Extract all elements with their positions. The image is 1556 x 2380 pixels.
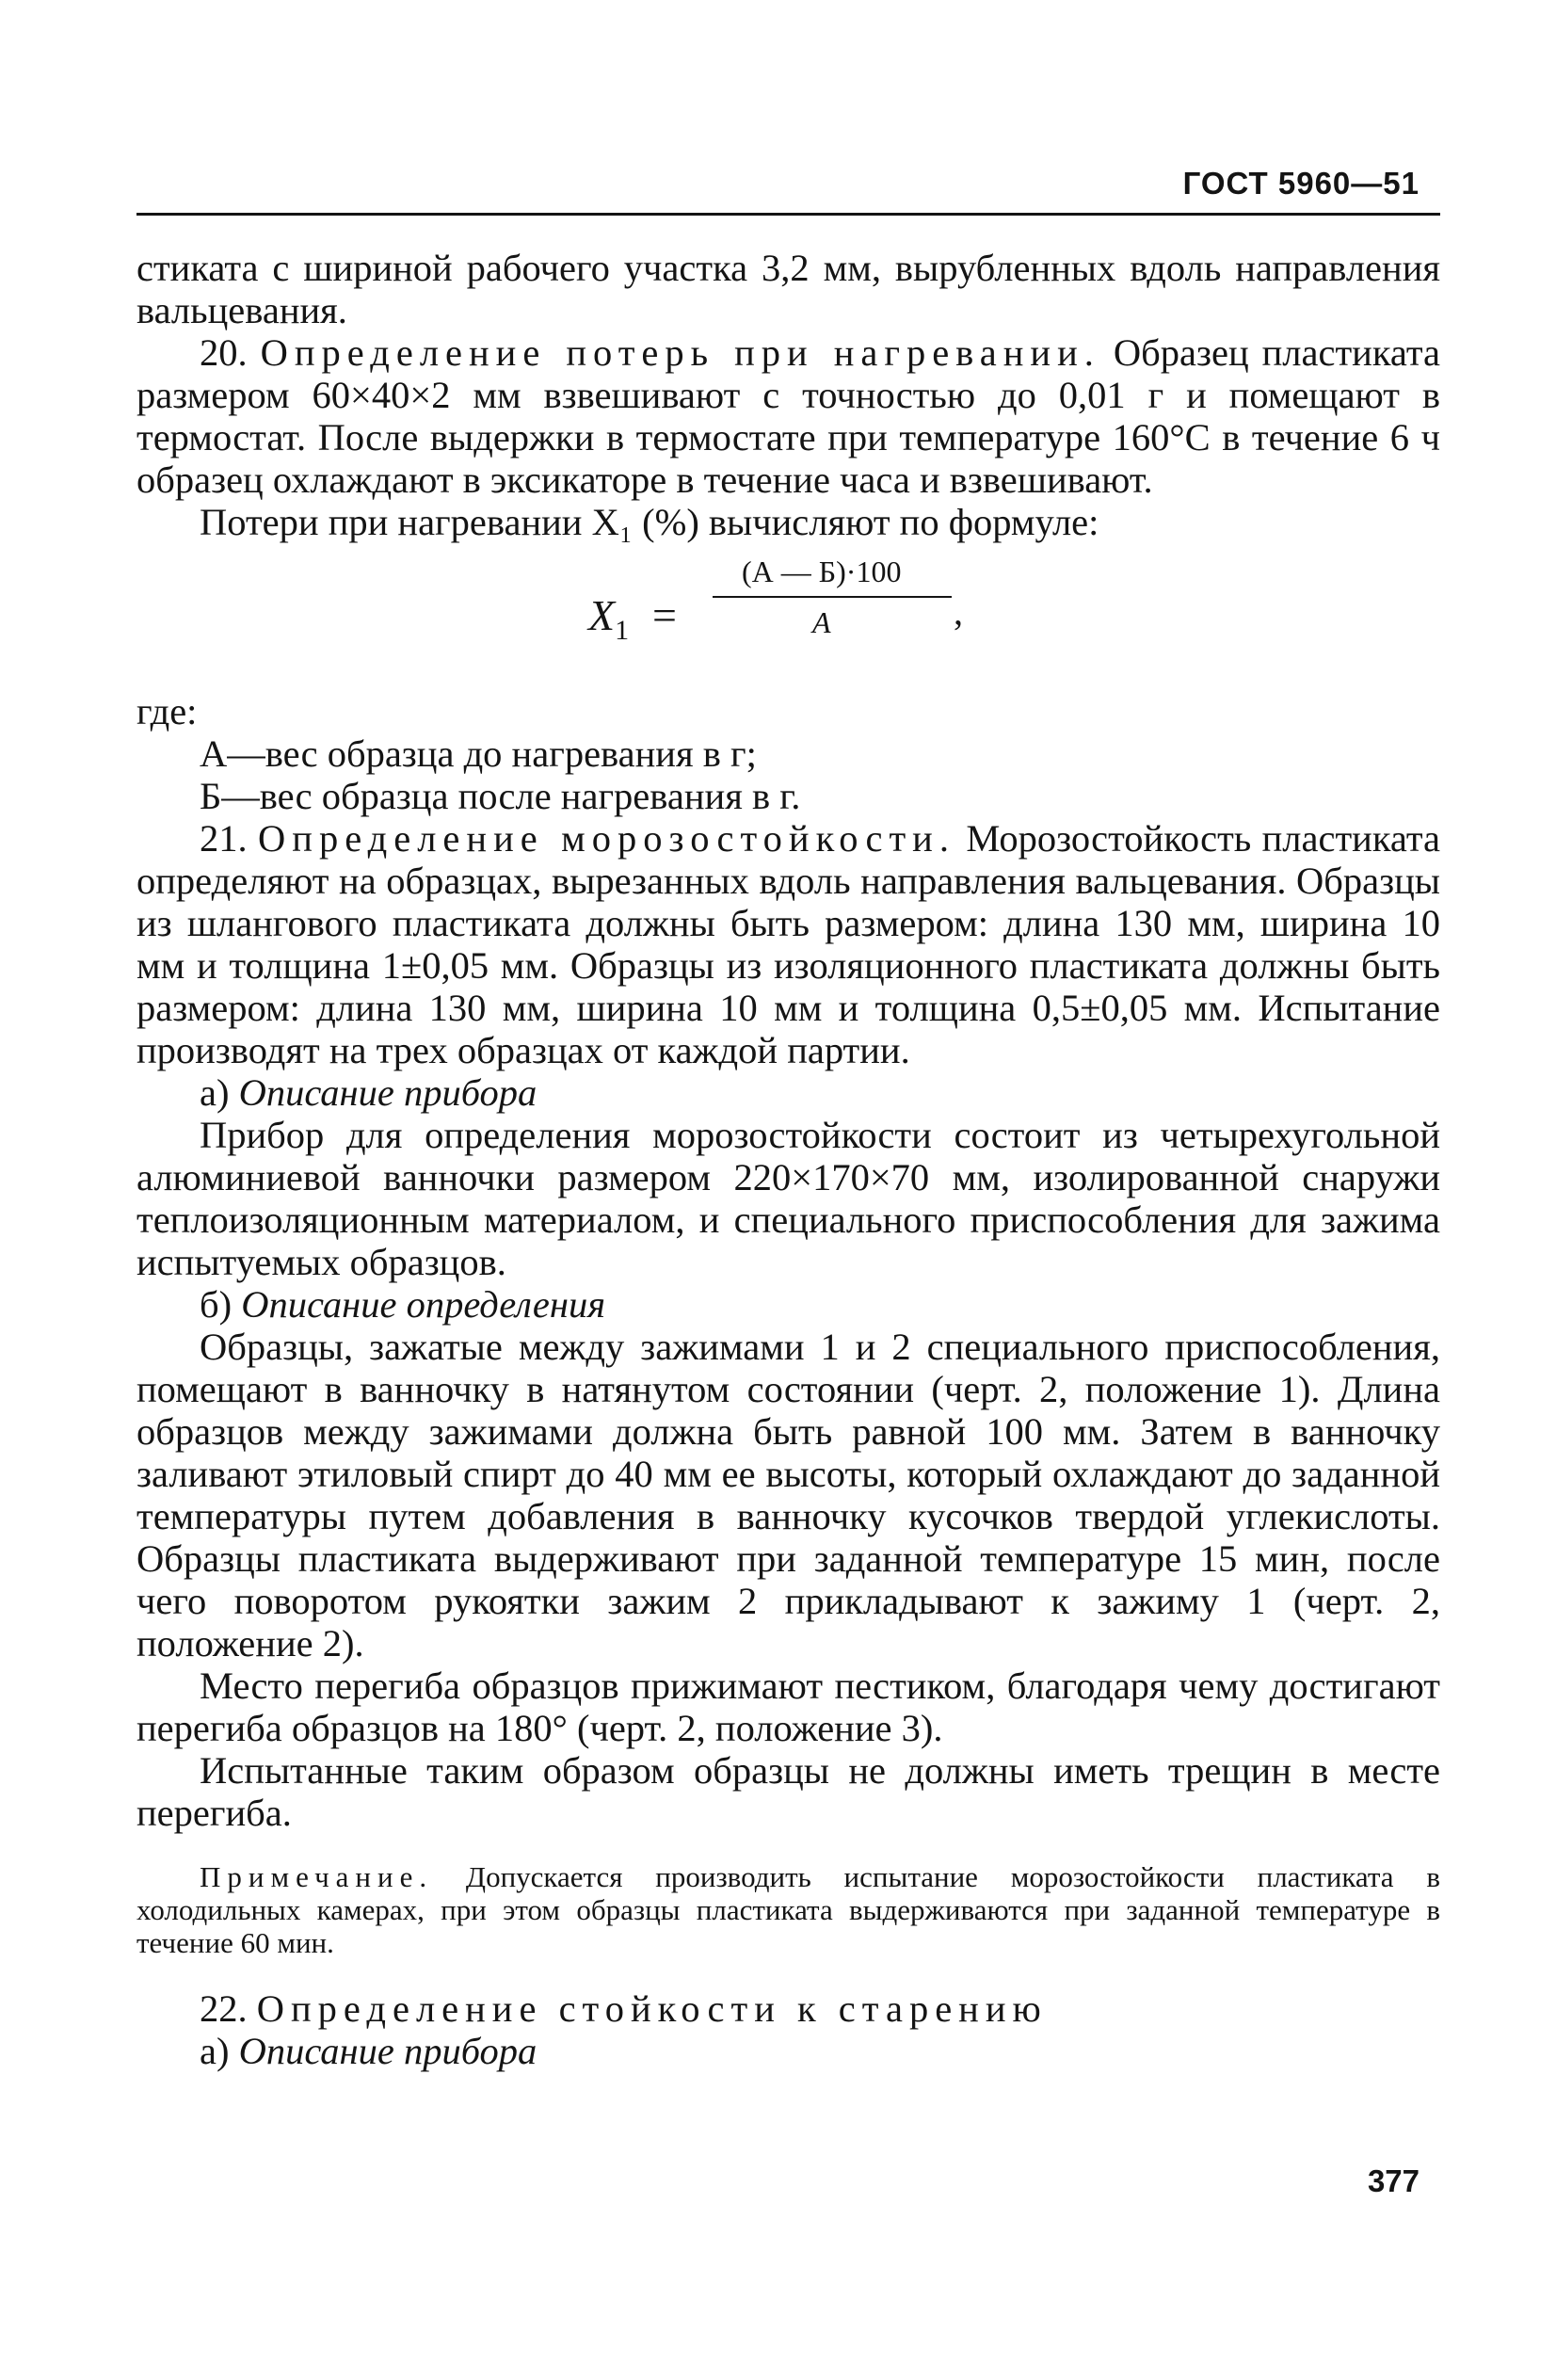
- paragraph-bend: Место перегиба образцов прижимают пестиком, благодаря чему достигают перегиба образцов на 180° (черт. 2, положение 3).: [136, 1664, 1440, 1749]
- paragraph-19-tail: стиката с шириной рабочего участка 3,2 мм, вырубленных вдоль направления вальцевания.: [136, 247, 1440, 331]
- subsection-title: Описание прибора: [238, 1071, 537, 1114]
- subsection-b-method: [136, 1283, 1440, 1326]
- section-number: 21.: [200, 817, 248, 860]
- note-label: Примечание.: [200, 1860, 434, 1893]
- note-paragraph: [136, 1860, 1440, 1959]
- subsection-label: б): [200, 1283, 233, 1326]
- section-text: Морозостойкость пластиката определяют на образцах, вырезанных вдоль направления вальцевания. Образцы из шлангового пластиката должны быть размером: длина 130 мм, ширина 10 мм и толщина 1±0,05 мм. Образцы из изоляционного пластиката должны быть размером: длина 130 мм, ширина 10 мм и толщина 0,5±0,05 мм. Испытание производят на трех образцах от каждой партии.: [136, 817, 1441, 1071]
- section-heading: Определение потерь при нагревании.: [260, 331, 1100, 374]
- paragraph-losses-formula-intro: Потери при нагревании X₁ (%) вычисляют по формуле:: [200, 501, 1099, 543]
- formula-subscript: 1: [615, 615, 630, 646]
- subsection-22a: [136, 2030, 1440, 2072]
- formula-equals: =: [652, 591, 677, 639]
- legend-b: Б—вес образца после нагревания в г.: [200, 775, 801, 817]
- header-rule: [136, 213, 1440, 216]
- where-label: где:: [136, 690, 198, 732]
- subsection-label: а): [200, 2030, 230, 2072]
- formula-comma: ,: [954, 590, 963, 633]
- paragraph-20: [136, 331, 1440, 501]
- formula-var: X: [588, 591, 616, 639]
- subsection-a-device: [136, 1071, 1440, 1114]
- paragraph-22: [136, 1987, 1440, 2030]
- subsection-title: Описание определения: [241, 1283, 606, 1326]
- subsection-label: а): [200, 1071, 230, 1114]
- section-text: Образец пластиката размером 60×40×2 мм взвешивают с точностью до 0,01 г и помещают в термостат. После выдержки в термостате при температуре 160°С в течение 6 ч образец охлаждают в эксикаторе в течение часа и взвешивают.: [136, 331, 1440, 501]
- document-body: [136, 247, 1440, 2072]
- page-number: 377: [1367, 2163, 1420, 2198]
- formula-lhs: [588, 591, 630, 646]
- fraction-bar: [713, 596, 952, 598]
- document-code-header: ГОСТ 5960—51: [1182, 166, 1420, 201]
- section-number: 22.: [200, 1987, 248, 2030]
- paragraph-21: [136, 817, 1440, 1071]
- formula-numerator: (А — Б)·100: [742, 555, 902, 588]
- paragraph-method: Образцы, зажатые между зажимами 1 и 2 специального приспособления, помещают в ванночку в натянутом состоянии (черт. 2, положение 1). Длина образцов между зажимами должна быть равной 100 мм. Затем в ванночку заливают этиловый спирт до 40 мм ее высоты, который охлаждают до заданной температуры путем добавления в ванночку кусочков твердой углекислоты. Образцы пластиката выдерживают при заданной температуре 15 мин, после чего поворотом рукоятки зажим 2 прикладывают к зажиму 1 (черт. 2, положение 2).: [136, 1326, 1440, 1664]
- formula-denominator: А: [812, 605, 831, 639]
- legend-a: А—вес образца до нагревания в г;: [200, 732, 757, 775]
- note-text: Допускается производить испытание морозостойкости пластиката в холодильных камерах, при этом образцы пластиката выдерживаются при заданной температуре в течение 60 мин.: [136, 1860, 1440, 1959]
- subsection-title: Описание прибора: [238, 2030, 537, 2072]
- paragraph-device: Прибор для определения морозостойкости состоит из четырехугольной алюминиевой ванночки размером 220×170×70 мм, изолированной снаружи теплоизоляционным материалом, и специального приспособления для зажима испытуемых образцов.: [136, 1114, 1440, 1283]
- section-number: 20.: [200, 331, 248, 374]
- section-heading: Определение морозостойкости.: [258, 817, 955, 860]
- paragraph-cracks: Испытанные таким образом образцы не должны иметь трещин в месте перегиба.: [136, 1749, 1440, 1834]
- formula-x1: [136, 549, 1440, 690]
- section-heading: Определение стойкости к старению: [256, 1987, 1048, 2030]
